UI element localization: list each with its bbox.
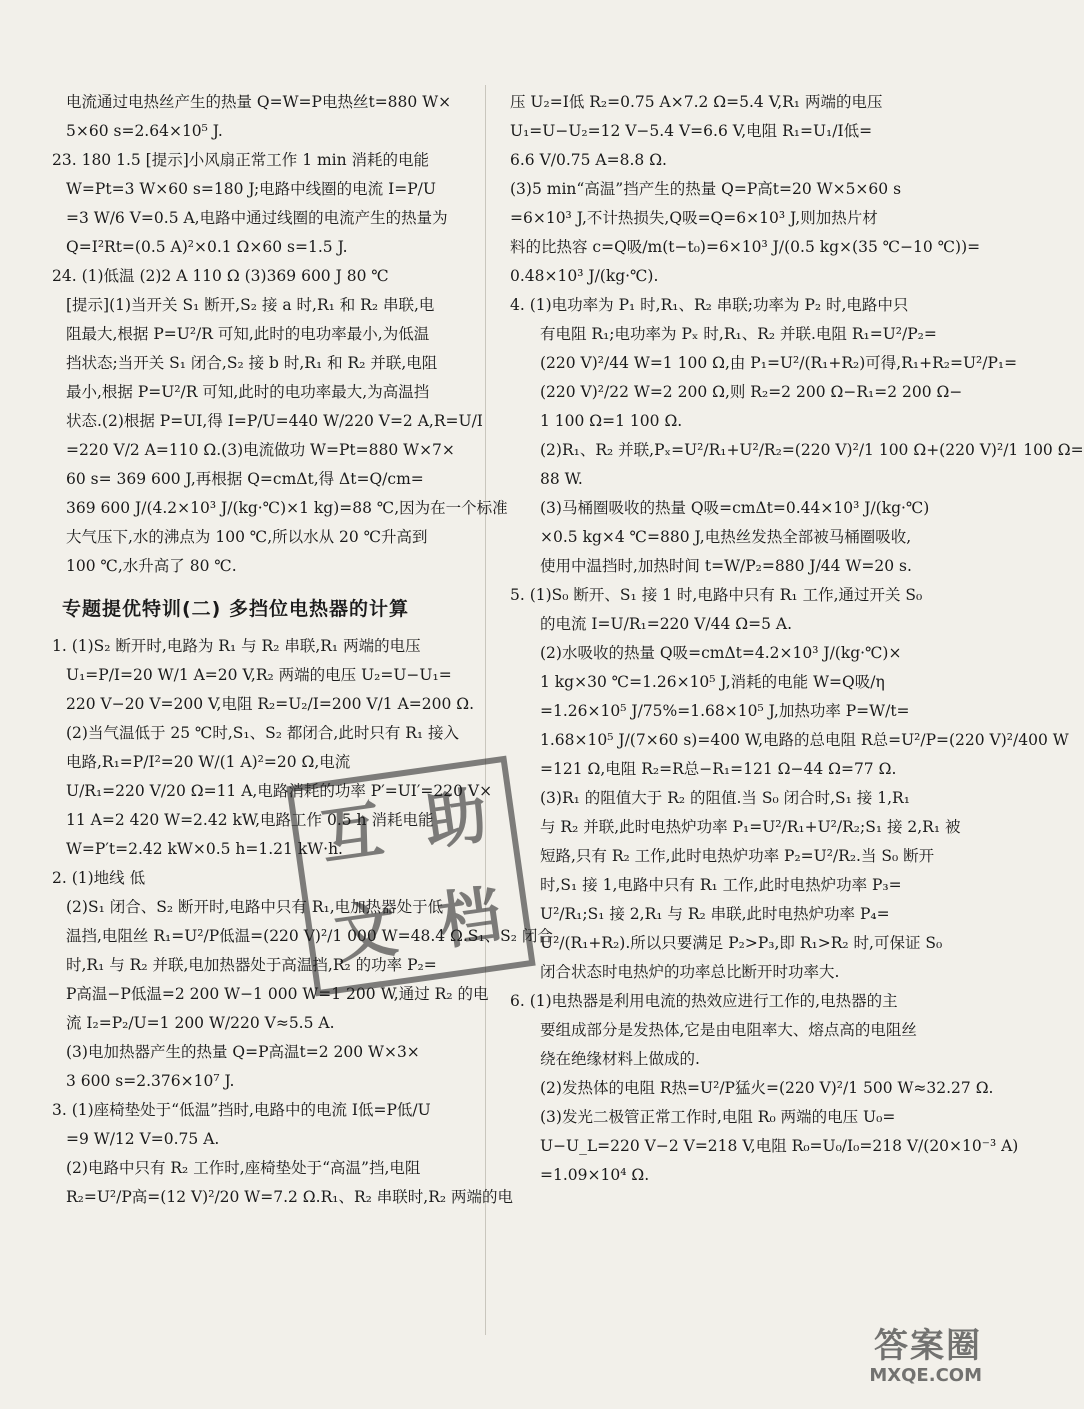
text-line: =121 Ω,电阻 R₂=R总−R₁=121 Ω−44 Ω=77 Ω. — [540, 760, 897, 778]
text-line: (3)5 min“高温”挡产生的热量 Q=P高t=20 W×5×60 s — [510, 180, 902, 198]
text-line: 与 R₂ 并联,此时电热炉功率 P₁=U²/R₁+U²/R₂;S₁ 接 2,R₁ 被 — [540, 818, 961, 836]
text-line: 369 600 J/(4.2×10³ J/(kg·℃)×1 kg)=88 ℃,因为在一个标准 — [66, 499, 508, 517]
right-column — [510, 88, 1084, 1190]
text-line: 6.6 V/0.75 A=8.8 Ω. — [510, 151, 667, 169]
text-line: 60 s= 369 600 J,再根据 Q=cmΔt,得 Δt=Q/cm= — [66, 470, 424, 488]
text-line: 0.48×10³ J/(kg·℃). — [510, 267, 659, 285]
text-line: (2)S₁ 闭合、S₂ 断开时,电路中只有 R₁,电加热器处于低 — [66, 898, 444, 916]
text-line: 1. (1)S₂ 断开时,电路为 R₁ 与 R₂ 串联,R₁ 两端的电压 — [52, 637, 421, 655]
right-lines — [510, 88, 1084, 1190]
text-line: (2)发热体的电阻 R热=U²/P猛火=(220 V)²/1 500 W≈32.27 Ω. — [540, 1079, 994, 1097]
text-line: (2)电路中只有 R₂ 工作时,座椅垫处于“高温”挡,电阻 — [66, 1159, 421, 1177]
text-line: U²/R₁;S₁ 接 2,R₁ 与 R₂ 串联,此时电热炉功率 P₄= — [540, 905, 890, 923]
stamp-watermark — [286, 756, 535, 997]
text-line: 料的比热容 c=Q吸/m(t−t₀)=6×10³ J/(0.5 kg×(35 ℃−10 ℃))= — [510, 238, 981, 256]
text-line: 时,R₁ 与 R₂ 并联,电加热器处于高温挡,R₂ 的功率 P₂= — [66, 956, 437, 974]
text-line: 24. (1)低温 (2)2 A 110 Ω (3)369 600 J 80 ℃ — [52, 267, 389, 285]
text-line: (2)当气温低于 25 ℃时,S₁、S₂ 都闭合,此时只有 R₁ 接入 — [66, 724, 460, 742]
text-line: 2. (1)地线 低 — [52, 869, 146, 887]
text-line: (2)R₁、R₂ 并联,Pₓ=U²/R₁+U²/R₂=(220 V)²/1 100 Ω+(220 V)²/1 100 Ω= — [540, 441, 1084, 459]
text-line: (3)电加热器产生的热量 Q=P高温t=2 200 W×3× — [66, 1043, 420, 1061]
text-line: 大气压下,水的沸点为 100 ℃,所以水从 20 ℃升高到 — [66, 528, 428, 546]
text-line: P高温−P低温=2 200 W−1 000 W=1 200 W,通过 R₂ 的电 — [66, 985, 489, 1003]
stamp-char: 文 — [330, 891, 402, 973]
text-line: 闭合状态时电热炉的功率总比断开时功率大. — [540, 963, 840, 981]
text-line: =220 V/2 A=110 Ω.(3)电流做功 W=Pt=880 W×7× — [66, 441, 455, 459]
stamp-char: 互 — [316, 792, 388, 874]
text-line: 绕在绝缘材料上做成的. — [540, 1050, 700, 1068]
section-title: 专题提优特训(二) 多挡位电热器的计算 — [62, 598, 409, 620]
text-line: 电路,R₁=P/I²=20 W/(1 A)²=20 Ω,电流 — [66, 753, 351, 771]
text-line: Q=I²Rt=(0.5 A)²×0.1 Ω×60 s=1.5 J. — [66, 238, 348, 256]
text-line: (3)R₁ 的阻值大于 R₂ 的阻值.当 S₀ 闭合时,S₁ 接 1,R₁ — [540, 789, 910, 807]
text-line: 的电流 I=U/R₁=220 V/44 Ω=5 A. — [540, 615, 793, 633]
text-line: (2)水吸收的热量 Q吸=cmΔt=4.2×10³ J/(kg·℃)× — [540, 644, 902, 662]
text-line: (3)马桶圈吸收的热量 Q吸=cmΔt=0.44×10³ J/(kg·℃) — [540, 499, 930, 517]
text-line: 要组成部分是发热体,它是由电阻率大、熔点高的电阻丝 — [540, 1021, 917, 1039]
text-line: 时,S₁ 接 1,电路中只有 R₁ 工作,此时电热炉功率 P₃= — [540, 876, 902, 894]
text-line: =9 W/12 V=0.75 A. — [66, 1130, 220, 1148]
text-line: 挡状态;当开关 S₁ 闭合,S₂ 接 b 时,R₁ 和 R₂ 并联,电阻 — [66, 354, 438, 372]
text-line: 短路,只有 R₂ 工作,此时电热炉功率 P₂=U²/R₂.当 S₀ 断开 — [540, 847, 935, 865]
stamp-char: 档 — [434, 877, 506, 959]
text-line: [提示](1)当开关 S₁ 断开,S₂ 接 a 时,R₁ 和 R₂ 串联,电 — [66, 296, 435, 314]
text-line: 温挡,电阻丝 R₁=U²/P低温=(220 V)²/1 000 W=48.4 Ω.S₁、S₂ 闭合 — [66, 927, 553, 945]
text-line: (3)发光二极管正常工作时,电阻 R₀ 两端的电压 U₀= — [540, 1108, 896, 1126]
text-line: U−U_L=220 V−2 V=218 V,电阻 R₀=U₀/I₀=218 V/(20×10⁻³ A) — [540, 1137, 1019, 1155]
text-line: 5. (1)S₀ 断开、S₁ 接 1 时,电路中只有 R₁ 工作,通过开关 S₀ — [510, 586, 923, 604]
text-line: 1.68×10⁵ J/(7×60 s)=400 W,电路的总电阻 R总=U²/P=(220 V)²/400 W — [540, 731, 1069, 749]
text-line: 5×60 s=2.64×10⁵ J. — [66, 122, 223, 140]
text-line: U²/(R₁+R₂).所以只要满足 P₂>P₃,即 R₁>R₂ 时,可保证 S₀ — [540, 934, 943, 952]
watermark-url: MXQE.COM — [869, 1365, 982, 1386]
text-line: 100 ℃,水升高了 80 ℃. — [66, 557, 237, 575]
text-line: 11 A=2 420 W=2.42 kW,电路工作 0.5 h 消耗电能 — [66, 811, 434, 829]
text-line: (220 V)²/44 W=1 100 Ω,由 P₁=U²/(R₁+R₂)可得,R₁+R₂=U²/P₁= — [540, 354, 1018, 372]
text-line: 1 kg×30 ℃=1.26×10⁵ J,消耗的电能 W=Q吸/η — [540, 673, 885, 691]
text-line: U₁=U−U₂=12 V−5.4 V=6.6 V,电阻 R₁=U₁/I低= — [510, 122, 873, 140]
text-line: 6. (1)电热器是利用电流的热效应进行工作的,电热器的主 — [510, 992, 898, 1010]
text-line: 88 W. — [540, 470, 583, 488]
stamp-char: 助 — [420, 778, 492, 860]
text-line: (220 V)²/22 W=2 200 Ω,则 R₂=2 200 Ω−R₁=2 200 Ω− — [540, 383, 963, 401]
text-line: 220 V−20 V=200 V,电阻 R₂=U₂/I=200 V/1 A=200 Ω. — [66, 695, 475, 713]
text-line: 电流通过电热丝产生的热量 Q=W=P电热丝t=880 W× — [66, 93, 452, 111]
text-line: 压 U₂=I低 R₂=0.75 A×7.2 Ω=5.4 V,R₁ 两端的电压 — [510, 93, 883, 111]
text-line: 使用中温挡时,加热时间 t=W/P₂=880 J/44 W=20 s. — [540, 557, 912, 575]
text-line: 最小,根据 P=U²/R 可知,此时的电功率最大,为高温挡 — [66, 383, 430, 401]
text-line: U/R₁=220 V/20 Ω=11 A,电路消耗的功率 P′=UI′=220 V× — [66, 782, 493, 800]
text-line: ×0.5 kg×4 ℃=880 J,电热丝发热全部被马桶圈吸收, — [540, 528, 912, 546]
text-line: 流 I₂=P₂/U=1 200 W/220 V≈5.5 A. — [66, 1014, 335, 1032]
text-line: 3. (1)座椅垫处于“低温”挡时,电路中的电流 I低=P低/U — [52, 1101, 431, 1119]
text-line: W=P′t=2.42 kW×0.5 h=1.21 kW·h. — [66, 840, 343, 858]
text-line: =1.26×10⁵ J/75%=1.68×10⁵ J,加热功率 P=W/t= — [540, 702, 910, 720]
text-line: 23. 180 1.5 [提示]小风扇正常工作 1 min 消耗的电能 — [52, 151, 430, 169]
text-line: W=Pt=3 W×60 s=180 J;电路中线圈的电流 I=P/U — [66, 180, 436, 198]
text-line: U₁=P/I=20 W/1 A=20 V,R₂ 两端的电压 U₂=U−U₁= — [66, 666, 452, 684]
watermark-title: 答案圈 — [874, 1326, 982, 1366]
text-line: 阻最大,根据 P=U²/R 可知,此时的电功率最小,为低温 — [66, 325, 430, 343]
left-column — [52, 88, 553, 1212]
text-line: 有电阻 R₁;电功率为 Pₓ 时,R₁、R₂ 并联.电阻 R₁=U²/P₂= — [540, 325, 937, 343]
text-line: R₂=U²/P高=(12 V)²/20 W=7.2 Ω.R₁、R₂ 串联时,R₂ 两端的电 — [66, 1188, 514, 1206]
text-line: 4. (1)电功率为 P₁ 时,R₁、R₂ 串联;功率为 P₂ 时,电路中只 — [510, 296, 909, 314]
text-line: =1.09×10⁴ Ω. — [540, 1166, 650, 1184]
text-line: 1 100 Ω=1 100 Ω. — [540, 412, 683, 430]
text-line: 状态.(2)根据 P=UI,得 I=P/U=440 W/220 V=2 A,R=U/I — [66, 412, 483, 430]
text-line: =6×10³ J,不计热损失,Q吸=Q=6×10³ J,则加热片材 — [510, 209, 878, 227]
site-watermark — [832, 1327, 982, 1387]
left-lines — [52, 88, 508, 581]
text-line: =3 W/6 V=0.5 A,电路中通过线圈的电流产生的热量为 — [66, 209, 448, 227]
text-line: 3 600 s=2.376×10⁷ J. — [66, 1072, 235, 1090]
